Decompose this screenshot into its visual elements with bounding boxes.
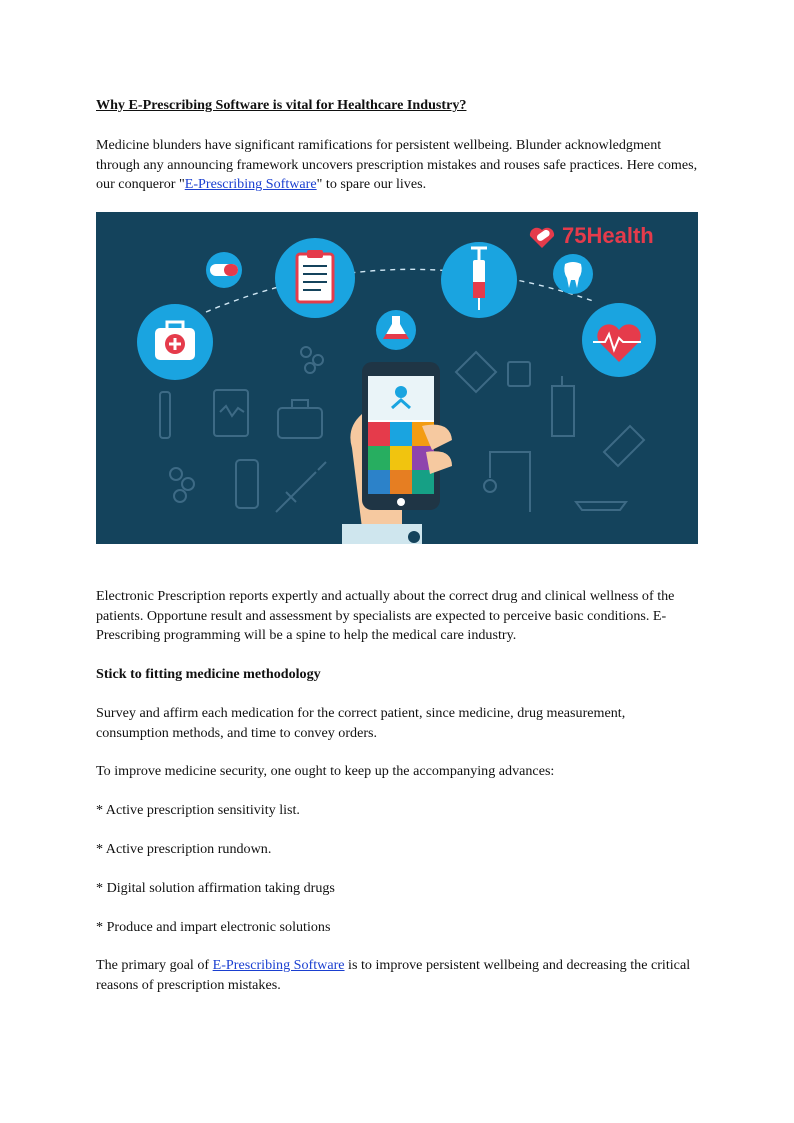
list-item: * Active prescription rundown. bbox=[96, 841, 272, 857]
steps-intro: To improve medicine security, one ought to keep up the accompanying advances: bbox=[96, 763, 555, 779]
brand-logo bbox=[530, 223, 654, 248]
closing-paragraph bbox=[96, 956, 701, 995]
intro-text-before: Medicine blunders have significant ramifications for persistent wellbeing. Blunder acknowledgment through any announcing framework uncovers prescription mistakes and rouses safe practices. Here comes, our conqueror " bbox=[96, 137, 698, 193]
intro-paragraph bbox=[96, 136, 701, 195]
dashed-arc bbox=[206, 269, 596, 312]
survey-paragraph: Survey and affirm each medication for the correct patient, since medicine, drug measurement, consumption methods, and time to convey orders. bbox=[96, 705, 626, 741]
e-prescribing-link-2[interactable]: E-Prescribing Software bbox=[212, 957, 345, 973]
e-prescribing-link[interactable]: E-Prescribing Software bbox=[184, 176, 317, 193]
illustration-svg bbox=[96, 212, 698, 544]
intro-text-after: " to spare our lives. bbox=[316, 176, 427, 193]
page-title: Why E-Prescribing Software is vital for Healthcare Industry? bbox=[96, 97, 467, 113]
electronic-prescription-paragraph: Electronic Prescription reports expertly and actually about the correct drug and clinical wellness of the patients. Opportune result and assessment by specialists are expected to perceive basic conditions. E-Prescribing programming will be a spine to help the medical care industry. bbox=[96, 588, 675, 644]
section-heading: Stick to fitting medicine methodology bbox=[96, 666, 321, 682]
list-item: * Produce and impart electronic solutions bbox=[96, 919, 331, 935]
closing-text-before: The primary goal of bbox=[96, 957, 213, 973]
closing-text-after: is to improve persistent wellbeing and decreasing the critical reasons of prescription mistakes. bbox=[96, 957, 691, 993]
e-prescribing-illustration bbox=[96, 212, 698, 544]
list-item: * Active prescription sensitivity list. bbox=[96, 802, 300, 818]
list-item: * Digital solution affirmation taking drugs bbox=[96, 880, 335, 896]
clipboard-icon bbox=[297, 254, 333, 302]
phone-in-hand bbox=[342, 362, 452, 544]
brand-logo-text: 75Health bbox=[562, 223, 654, 248]
